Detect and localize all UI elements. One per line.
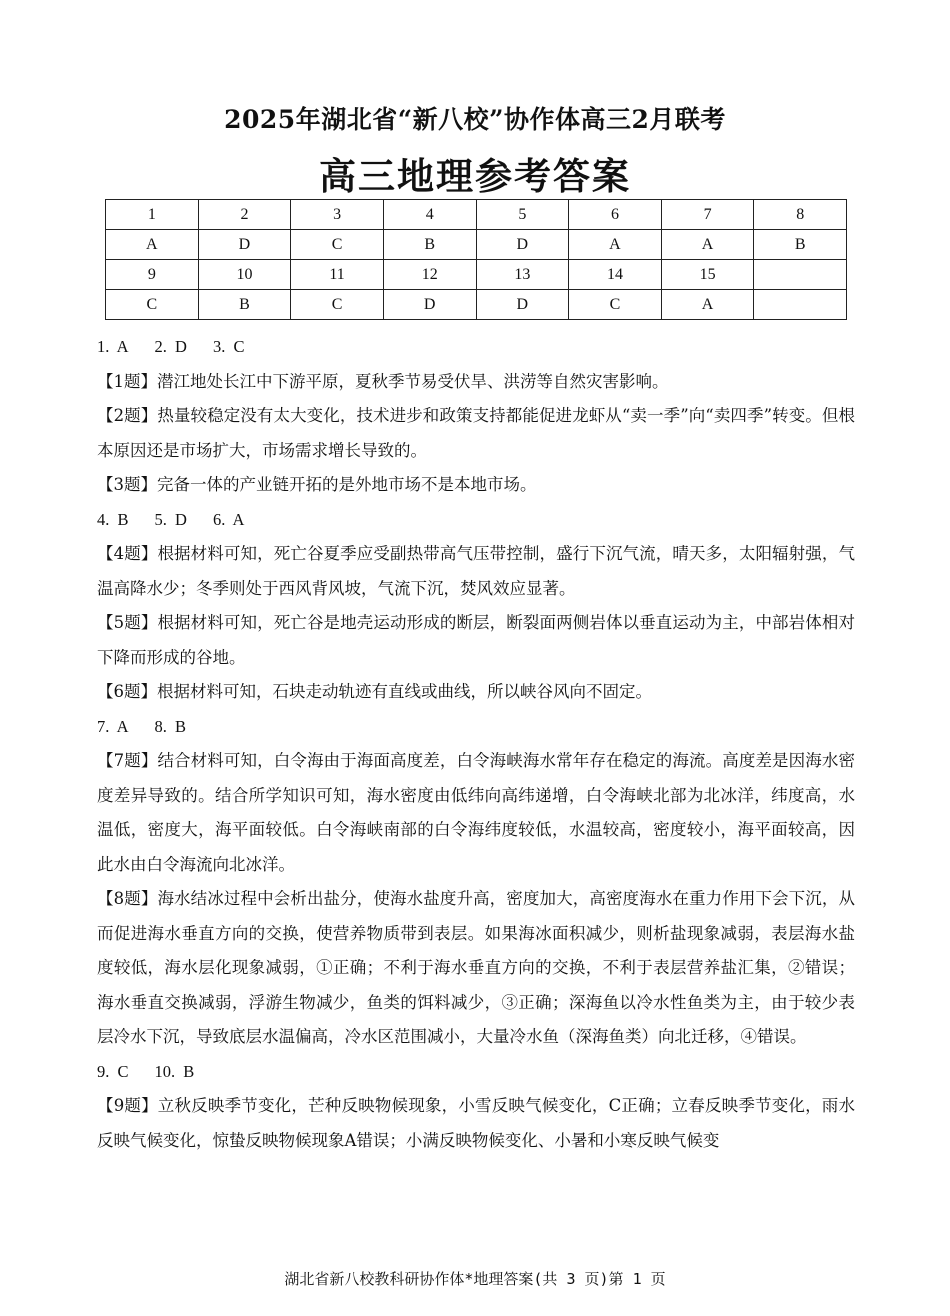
explanations (97, 330, 855, 1158)
question-number: 5 (476, 200, 569, 230)
answer-letter: A (106, 230, 199, 260)
explanation-q5: 【5题】根据材料可知，死亡谷是地壳运动形成的断层，断裂面两侧岩体以垂直运动为主，中部岩体相对下降而形成的谷地。 (97, 613, 855, 667)
explanation-q9: 【9题】立秋反映季节变化，芒种反映物候现象，小雪反映气候变化，C正确；立春反映季节变化，雨水反映气候变化，惊蛰反映物候现象A错误；小满反映物候变化、小暑和小寒反映气候变 (97, 1096, 855, 1150)
question-number: 6 (569, 200, 662, 230)
question-number: 4 (383, 200, 476, 230)
question-number: 11 (291, 260, 384, 290)
explanation-q6: 【6题】根据材料可知，石块走动轨迹有直线或曲线，所以峡谷风向不固定。 (97, 682, 652, 701)
answer-line (97, 1055, 855, 1090)
answer-line (97, 710, 855, 745)
empty-cell (754, 290, 847, 320)
question-number: 3 (291, 200, 384, 230)
page-footer: 湖北省新八校教科研协作体*地理答案(共 3 页)第 1 页 (284, 1270, 666, 1288)
answer-item: 4. B (97, 509, 129, 529)
answer-letter: D (476, 290, 569, 320)
table-row (106, 290, 847, 320)
explanation-q4: 【4题】根据材料可知，死亡谷夏季应受副热带高气压带控制，盛行下沉气流，晴天多，太阳辐射强，气温高降水少；冬季则处于西风背风坡，气流下沉，焚风效应显著。 (97, 544, 855, 598)
table-row (106, 230, 847, 260)
explanation-q8: 【8题】海水结冰过程中会析出盐分，使海水盐度升高，密度加大，高密度海水在重力作用下会下沉，从而促进海水垂直方向的交换，使营养物质带到表层。如果海冰面积减少，则析盐现象减弱，表层海水盐度较低，海水层化现象减弱，①正确；不利于海水垂直方向的交换，不利于表层营养盐汇集，②错误；海水垂直交换减弱，浮游生物减少，鱼类的饵料减少，③正确；深海鱼以冷水性鱼类为主，由于较少表层冷水下沉，导致底层水温偏高，冷水区范围减小，大量冷水鱼（深海鱼类）向北迁移，④错误。 (97, 889, 855, 1046)
answer-item: 2. D (154, 337, 187, 356)
question-number: 7 (661, 200, 754, 230)
empty-cell (754, 260, 847, 290)
answer-item: 10. B (154, 1061, 195, 1081)
answer-table (105, 199, 847, 320)
answer-line (97, 330, 855, 365)
answer-letter: C (291, 230, 384, 260)
answer-line (97, 503, 855, 538)
answer-letter: B (383, 230, 476, 260)
question-number: 14 (569, 260, 662, 290)
question-number: 12 (383, 260, 476, 290)
answer-letter: A (661, 290, 754, 320)
answer-letter: D (476, 230, 569, 260)
answer-key-title: 高三地理参考答案 (319, 154, 631, 198)
answer-item: 1. A (97, 337, 129, 356)
question-number: 10 (198, 260, 291, 290)
table-row (106, 200, 847, 230)
explanation-q7: 【7题】结合材料可知，白令海由于海面高度差，白令海峡海水常年存在稳定的海流。高度差是因海水密度差异导致的。结合所学知识可知，海水密度由低纬向高纬递增，白令海峡北部为北冰洋，纬度高，水温低，密度大，海平面较低。白令海峡南部的白令海纬度较低，水温较高，密度较小，海平面较高，因此水由白令海流向北冰洋。 (97, 751, 855, 874)
question-number: 2 (198, 200, 291, 230)
answer-letter: B (198, 290, 291, 320)
answer-item: 8. B (154, 716, 187, 736)
answer-letter: D (198, 230, 291, 260)
answer-item: 9. C (97, 1061, 129, 1081)
explanation-q3: 【3题】完备一体的产业链开拓的是外地市场不是本地市场。 (97, 475, 537, 494)
question-number: 13 (476, 260, 569, 290)
question-number: 8 (754, 200, 847, 230)
question-number: 15 (661, 260, 754, 290)
answer-item: 6. A (212, 509, 245, 529)
question-number: 9 (106, 260, 199, 290)
answer-letter: B (754, 230, 847, 260)
explanation-q2: 【2题】热量较稳定没有太大变化，技术进步和政策支持都能促进龙虾从“卖一季”向“卖四季”转变。但根本原因还是市场扩大，市场需求增长导致的。 (97, 406, 855, 460)
answer-item: 7. A (97, 716, 129, 736)
answer-letter: C (291, 290, 384, 320)
answer-letter: A (569, 230, 662, 260)
answer-letter: A (661, 230, 754, 260)
question-number: 1 (106, 200, 199, 230)
answer-item: 5. D (154, 509, 187, 529)
exam-title: 2025年湖北省“新八校”协作体高三2月联考 (224, 105, 726, 134)
explanation-q1: 【1题】潜江地处长江中下游平原，夏秋季节易受伏旱、洪涝等自然灾害影响。 (97, 371, 669, 391)
answer-letter: C (106, 290, 199, 320)
answer-item: 3. C (212, 337, 245, 356)
answer-letter: D (383, 290, 476, 320)
answer-letter: C (569, 290, 662, 320)
table-row (106, 260, 847, 290)
